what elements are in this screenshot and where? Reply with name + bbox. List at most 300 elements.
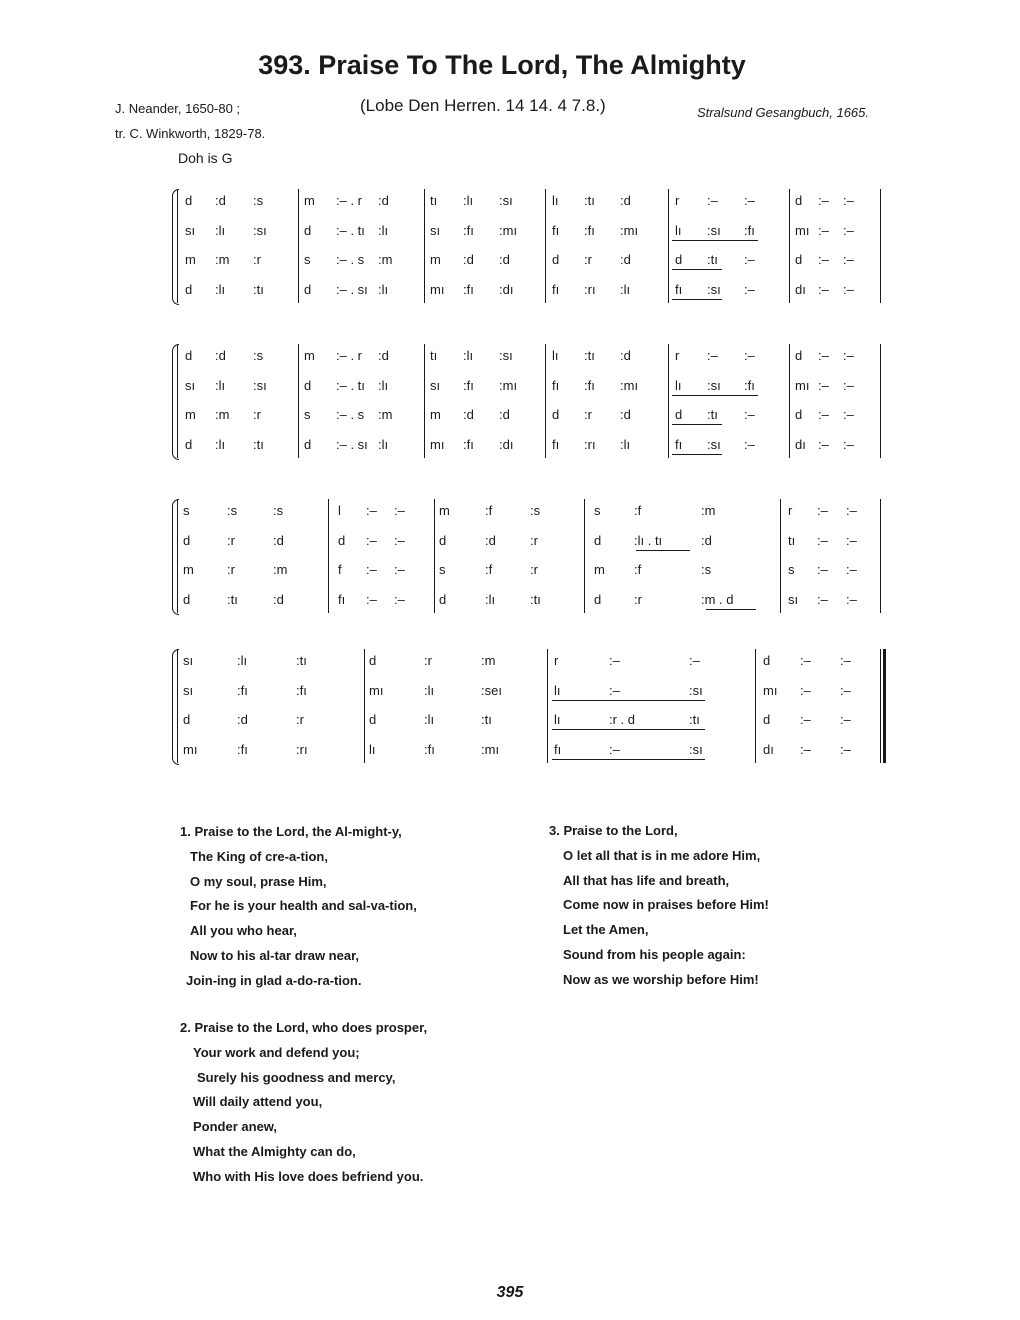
solfa-note: m (304, 348, 315, 363)
solfa-note: :lı (378, 377, 389, 393)
solfa-note: :fı (744, 377, 755, 393)
solfa-note: :d (273, 591, 284, 607)
solfa-note: :d (620, 252, 631, 267)
solfa-note: :lı (620, 436, 631, 452)
solfa-note: :r (424, 653, 432, 668)
solfa-note: d (675, 407, 683, 422)
solfa-note: :– . s (336, 407, 365, 422)
solfa-note: m (430, 407, 441, 422)
solfa-note: :– (846, 562, 857, 577)
solfa-note: m (185, 252, 196, 267)
solfa-note: :r (227, 532, 235, 548)
solfa-note: d (338, 532, 346, 548)
solfa-note: fı (552, 436, 560, 452)
solfa-note: :– (744, 436, 755, 452)
solfa-note: :lı (215, 377, 226, 393)
slur-underline (672, 454, 722, 455)
solfa-note: :m (215, 252, 230, 267)
solfa-note: :– (744, 407, 755, 422)
solfa-note: :m (273, 562, 288, 577)
solfa-note: :s (273, 503, 284, 518)
solfa-note: mı (795, 377, 810, 393)
solfa-note: :lı (215, 281, 226, 297)
solfa-note: :fı (424, 741, 435, 757)
solfa-note: :d (701, 532, 712, 548)
solfa-note: :– (846, 532, 857, 548)
solfa-note: :lı (463, 193, 474, 208)
solfa-note: s (788, 562, 795, 577)
solfa-note: l (338, 503, 341, 518)
solfa-note: :s (253, 193, 264, 208)
solfa-note: sı (185, 222, 196, 238)
solfa-note: :sı (707, 222, 721, 238)
solfa-note: d (795, 348, 803, 363)
bar-line (177, 499, 178, 613)
bar-line (424, 344, 425, 458)
solfa-note: :lı . tı (634, 532, 663, 548)
solfa-note: sı (430, 377, 441, 393)
solfa-note: d (795, 193, 803, 208)
page-number: 395 (496, 1284, 524, 1301)
solfa-note: sı (183, 653, 194, 668)
solfa-note: fı (675, 436, 683, 452)
solfa-note: :– (366, 591, 377, 607)
solfa-note: :sı (689, 741, 703, 757)
solfa-note: d (304, 222, 312, 238)
solfa-note: lı (675, 377, 682, 393)
solfa-note: :s (530, 503, 541, 518)
solfa-note: :– (843, 407, 854, 422)
slur-underline (552, 700, 705, 701)
solfa-note: d (439, 532, 447, 548)
bar-line (547, 649, 548, 763)
solfa-note: :r (634, 591, 642, 607)
solfa-note: s (183, 503, 190, 518)
solfa-note: :d (620, 193, 631, 208)
solfa-note: :rı (584, 281, 596, 297)
solfa-note: m (430, 252, 441, 267)
solfa-note: :f (485, 503, 493, 518)
solfa-note: :– (840, 682, 851, 698)
solfa-note: :mı (620, 222, 639, 238)
bar-line (328, 499, 329, 613)
solfa-note: :– (818, 222, 829, 238)
bar-line (545, 189, 546, 303)
bar-line (177, 189, 178, 303)
solfa-note: :– . r (336, 348, 363, 363)
solfa-note: :– (744, 281, 755, 297)
solfa-note: :lı (424, 682, 435, 698)
bar-line (298, 189, 299, 303)
solfa-note: s (304, 407, 311, 422)
verse-line: Join-ing in glad a-do-ra-tion. (186, 972, 362, 988)
bar-line (780, 499, 781, 613)
bar-line (364, 649, 365, 763)
solfa-note: :lı (378, 222, 389, 238)
solfa-note: lı (554, 682, 561, 698)
bar-line (789, 189, 790, 303)
key-signature: Doh is G (178, 150, 233, 166)
verse-line: 2. Praise to the Lord, who does prosper, (180, 1020, 428, 1035)
solfa-note: mı (763, 682, 778, 698)
solfa-note: r (675, 348, 680, 363)
solfa-note: :fı (584, 222, 595, 238)
solfa-note: :– (843, 222, 854, 238)
solfa-note: sı (185, 377, 196, 393)
solfa-note: d (185, 281, 193, 297)
solfa-note: :fı (463, 436, 474, 452)
solfa-note: :lı (215, 436, 226, 452)
verse-line: Who with His love does befriend you. (193, 1168, 424, 1184)
verse-line: 1. Praise to the Lord, the Al-might-y, (180, 824, 402, 839)
solfa-note: :tı (530, 591, 541, 607)
solfa-note: :– (689, 653, 700, 668)
solfa-note: :– . sı (336, 436, 368, 452)
solfa-note: dı (795, 281, 806, 297)
solfa-note: :sı (499, 348, 513, 363)
solfa-note: :d (463, 407, 474, 422)
solfa-note: m (183, 562, 194, 577)
solfa-note: :d (237, 712, 248, 727)
solfa-note: :d (273, 532, 284, 548)
solfa-note: d (304, 281, 312, 297)
solfa-note: :d (620, 407, 631, 422)
solfa-note: d (763, 653, 771, 668)
solfa-note: :m (701, 503, 716, 518)
solfa-note: :– (744, 252, 755, 267)
solfa-note: :– (818, 407, 829, 422)
slur-underline (706, 609, 756, 610)
solfa-note: :lı (424, 712, 435, 727)
bar-line (668, 189, 669, 303)
solfa-note: d (185, 348, 193, 363)
solfa-note: :– (609, 653, 620, 668)
solfa-note: lı (554, 712, 561, 727)
solfa-note: :d (215, 348, 226, 363)
solfa-note: d (439, 591, 447, 607)
solfa-note: :– (817, 562, 828, 577)
solfa-note: d (369, 712, 377, 727)
solfa-note: :d (378, 348, 389, 363)
solfa-note: :– (394, 562, 405, 577)
solfa-note: :– (843, 348, 854, 363)
solfa-note: d (369, 653, 377, 668)
solfa-note: :mı (481, 741, 500, 757)
solfa-note: :– (817, 532, 828, 548)
solfa-note: fı (675, 281, 683, 297)
solfa-note: s (439, 562, 446, 577)
verse-1 (180, 820, 417, 994)
solfa-note: :d (499, 252, 510, 267)
solfa-note: r (554, 653, 559, 668)
solfa-note: :– . s (336, 252, 365, 267)
author-line-2: tr. C. Winkworth, 1829-78. (115, 126, 266, 141)
solfa-note: m (304, 193, 315, 208)
slur-underline (636, 550, 690, 551)
bar-line (755, 649, 756, 763)
verse-line: Now to his al-tar draw near, (190, 947, 360, 963)
solfa-note: :r (227, 562, 235, 577)
end-bar-line (880, 189, 881, 303)
solfa-note: :– (818, 377, 829, 393)
solfa-note: r (788, 503, 793, 518)
verse-line: Your work and defend you; (193, 1044, 360, 1060)
solfa-note: :– (800, 682, 811, 698)
solfa-note: :– (800, 712, 811, 727)
slur-underline (672, 299, 722, 300)
solfa-note: d (552, 407, 560, 422)
solfa-note: r (675, 193, 680, 208)
solfa-note: d (675, 252, 683, 267)
solfa-note: :– (800, 741, 811, 757)
solfa-note: m (439, 503, 450, 518)
solfa-note: :– (707, 348, 718, 363)
verse-line: The King of cre-a-tion, (190, 848, 328, 864)
solfa-note: :tı (227, 591, 238, 607)
solfa-note: :m (378, 252, 393, 267)
verse-line: Now as we worship before Him! (563, 971, 759, 987)
slur-underline (552, 759, 705, 760)
solfa-note: :seı (481, 682, 502, 698)
end-bar-line (880, 499, 881, 613)
solfa-note: :– (846, 591, 857, 607)
slur-underline (672, 240, 758, 241)
bar-line (424, 189, 425, 303)
solfa-note: :rı (584, 436, 596, 452)
solfa-note: :– . tı (336, 377, 365, 393)
solfa-note: :fı (237, 741, 248, 757)
solfa-note: mı (430, 436, 445, 452)
solfa-note: :sı (707, 281, 721, 297)
solfa-note: d (183, 532, 191, 548)
solfa-note: :sı (689, 682, 703, 698)
solfa-note: :r (296, 712, 304, 727)
solfa-note: mı (795, 222, 810, 238)
verse-line: O my soul, prase Him, (190, 873, 327, 889)
solfa-note: :– (840, 741, 851, 757)
solfa-note: :– (366, 503, 377, 518)
solfa-note: fı (552, 377, 560, 393)
solfa-note: :m (378, 407, 393, 422)
solfa-note: d (183, 591, 191, 607)
solfa-note: :tı (584, 348, 595, 363)
solfa-note: sı (788, 591, 799, 607)
solfa-note: :r (584, 407, 592, 422)
bar-line (545, 344, 546, 458)
solfa-note: :d (463, 252, 474, 267)
solfa-note: :– (818, 348, 829, 363)
bar-line (298, 344, 299, 458)
verse-line: What the Almighty can do, (193, 1143, 356, 1159)
solfa-note: d (795, 252, 803, 267)
solfa-note: :– (843, 281, 854, 297)
solfa-note: :– (394, 591, 405, 607)
solfa-note: :– (366, 532, 377, 548)
solfa-note: :– (843, 193, 854, 208)
slur-underline (672, 269, 722, 270)
solfa-note: :lı (378, 436, 389, 452)
solfa-note: :tı (707, 252, 718, 267)
bar-line (177, 344, 178, 458)
solfa-note: lı (675, 222, 682, 238)
verse-line: All that has life and breath, (563, 872, 730, 888)
solfa-note: :– (818, 281, 829, 297)
solfa-note: :– (846, 503, 857, 518)
verse-3 (549, 819, 769, 993)
solfa-note: mı (430, 281, 445, 297)
solfa-note: tı (430, 348, 438, 363)
verse-line: Sound from his people again: (563, 946, 746, 962)
solfa-note: :m (481, 653, 496, 668)
solfa-note: d (185, 193, 193, 208)
end-bar-line (880, 649, 881, 763)
solfa-note: :r (530, 532, 538, 548)
solfa-note: :– (744, 193, 755, 208)
solfa-note: :– (840, 653, 851, 668)
solfa-note: :dı (499, 281, 514, 297)
hymn-title: 393. Praise To The Lord, The Almighty (258, 50, 746, 80)
solfa-note: :r (253, 252, 261, 267)
solfa-note: :rı (296, 741, 308, 757)
solfa-note: :tı (481, 712, 492, 727)
verse-line: Let the Amen, (563, 922, 649, 938)
solfa-note: :lı (237, 653, 248, 668)
solfa-note: d (594, 591, 602, 607)
solfa-note: :sı (499, 193, 513, 208)
solfa-note: :lı (620, 281, 631, 297)
solfa-note: :r (584, 252, 592, 267)
solfa-note: :sı (253, 222, 267, 238)
solfa-note: :fı (584, 377, 595, 393)
solfa-note: :m (215, 407, 230, 422)
solfa-note: :tı (253, 436, 264, 452)
solfa-note: d (795, 407, 803, 422)
slur-underline (552, 729, 705, 730)
solfa-note: m (185, 407, 196, 422)
solfa-note: :– (817, 503, 828, 518)
solfa-note: :sı (707, 377, 721, 393)
solfa-note: :– . sı (336, 281, 368, 297)
solfa-note: :– (744, 348, 755, 363)
solfa-note: fı (554, 741, 562, 757)
solfa-note: d (552, 252, 560, 267)
solfa-note: :d (499, 407, 510, 422)
solfa-note: :mı (499, 222, 518, 238)
solfa-note: :lı (378, 281, 389, 297)
solfa-note: lı (552, 348, 559, 363)
solfa-note: :– . r (336, 193, 363, 208)
tune-name: (Lobe Den Herren. 14 14. 4 7.8.) (360, 96, 606, 115)
solfa-note: :tı (296, 653, 307, 668)
solfa-note: :lı (215, 222, 226, 238)
bar-line (584, 499, 585, 613)
slur-underline (672, 395, 758, 396)
end-bar-line (880, 344, 881, 458)
solfa-note: :r (253, 407, 261, 422)
solfa-note: dı (763, 741, 774, 757)
solfa-note: :– (843, 252, 854, 267)
solfa-note: :d (485, 532, 496, 548)
solfa-note: fı (338, 591, 346, 607)
solfa-note: tı (788, 532, 796, 548)
solfa-note: :– (840, 712, 851, 727)
bar-line (789, 344, 790, 458)
solfa-note: :– (609, 682, 620, 698)
verse-line: 3. Praise to the Lord, (549, 823, 678, 838)
solfa-note: :– (818, 252, 829, 267)
solfa-note: :f (485, 562, 493, 577)
verse-line: O let all that is in me adore Him, (563, 847, 761, 863)
solfa-note: :s (253, 348, 264, 363)
solfa-note: d (304, 377, 312, 393)
solfa-note: :s (227, 503, 238, 518)
solfa-note: mı (183, 741, 198, 757)
author-line-1: J. Neander, 1650-80 ; (115, 101, 241, 116)
verse-line: Ponder anew, (193, 1119, 278, 1135)
solfa-note: :d (378, 193, 389, 208)
solfa-note: :dı (499, 436, 514, 452)
solfa-note: tı (430, 193, 438, 208)
solfa-note: :tı (253, 281, 264, 297)
solfa-note: d (304, 436, 312, 452)
solfa-note: :tı (707, 407, 718, 422)
slur-underline (672, 424, 722, 425)
solfa-note: :r . d (609, 712, 636, 727)
solfa-note: :mı (499, 377, 518, 393)
solfa-note: dı (795, 436, 806, 452)
solfa-note: :sı (707, 436, 721, 452)
solfa-note: :fı (237, 682, 248, 698)
solfa-note: :– (707, 193, 718, 208)
solfa-note: :mı (620, 377, 639, 393)
solfa-note: :r (530, 562, 538, 577)
solfa-note: :tı (689, 712, 700, 727)
solfa-note: m (594, 562, 605, 577)
solfa-note: :– (394, 532, 405, 548)
solfa-note: fı (552, 222, 560, 238)
solfa-note: f (338, 562, 342, 577)
solfa-note: :tı (584, 193, 595, 208)
solfa-note: :– . tı (336, 222, 365, 238)
solfa-note: :– (818, 436, 829, 452)
solfa-note: s (594, 503, 601, 518)
solfa-note: :– (609, 741, 620, 757)
solfa-note: sı (430, 222, 441, 238)
verse-2 (180, 1016, 427, 1190)
solfa-note: :fı (463, 281, 474, 297)
solfa-note: :fı (296, 682, 307, 698)
final-bar-line (883, 649, 886, 763)
solfa-note: :f (634, 503, 642, 518)
bar-line (177, 649, 178, 763)
solfa-note: d (183, 712, 191, 727)
solfa-note: d (185, 436, 193, 452)
verse-line: Surely his goodness and mercy, (197, 1069, 396, 1085)
solfa-note: s (304, 252, 311, 267)
solfa-note: :sı (253, 377, 267, 393)
solfa-note: :d (620, 348, 631, 363)
bar-line (668, 344, 669, 458)
solfa-note: mı (369, 682, 384, 698)
verse-line: Come now in praises before Him! (563, 897, 769, 913)
solfa-note: :– (843, 377, 854, 393)
solfa-note: :lı (463, 348, 474, 363)
solfa-note: :fı (463, 377, 474, 393)
bar-line (434, 499, 435, 613)
solfa-note: :– (818, 193, 829, 208)
solfa-note: :– (366, 562, 377, 577)
solfa-note: :– (843, 436, 854, 452)
